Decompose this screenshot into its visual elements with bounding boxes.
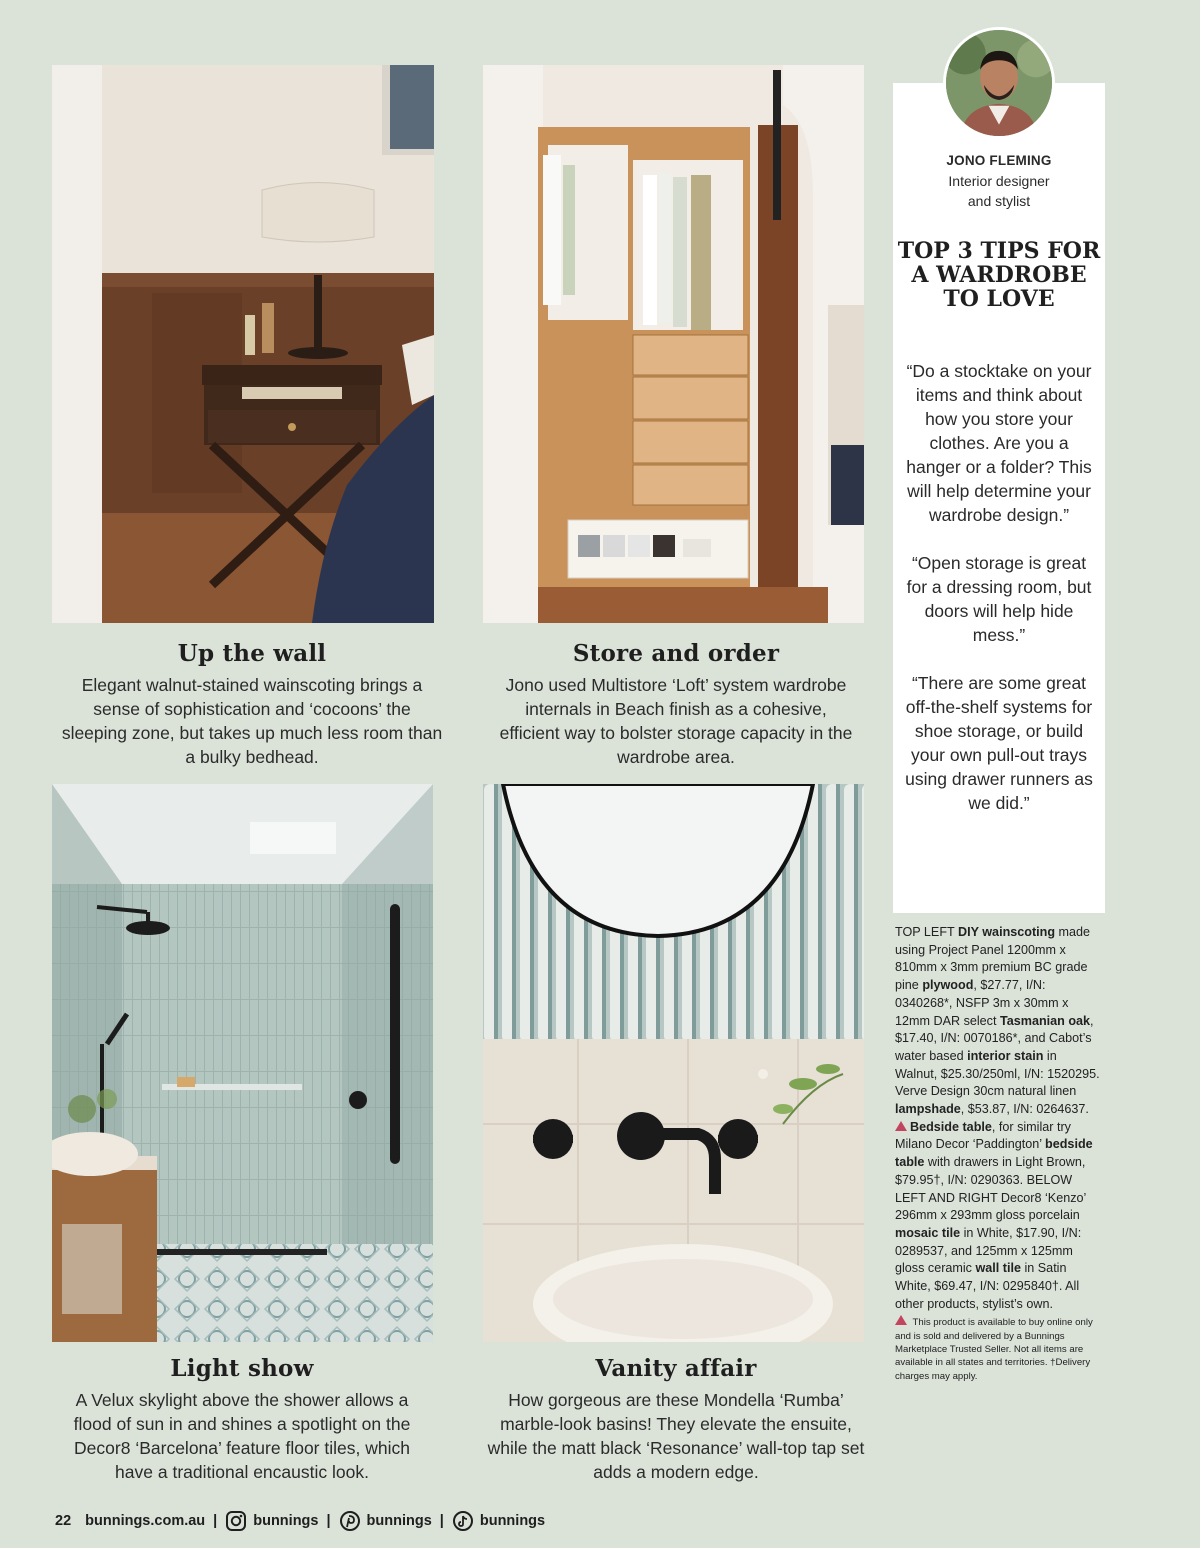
credit-text: in White, $17.90, I/N: 0289537, and 125mm x 125mm gloss ceramic xyxy=(895,1225,1082,1276)
caption-title: Vanity affair xyxy=(595,1355,757,1382)
credit-text: , $27.77, I/N: 0340268*, NSFP 3m x 30mm x 12mm DAR select xyxy=(895,978,1069,1028)
credit-text: , for similar try Milano Decor ‘Paddington’ xyxy=(895,1119,1071,1152)
footer-separator: | xyxy=(213,1513,218,1529)
designer-info xyxy=(893,151,1105,211)
caption-title: Store and order xyxy=(572,640,780,667)
photo-wardrobe-storage xyxy=(483,65,864,623)
marketplace-disclaimer xyxy=(895,1315,1100,1382)
caption-body: How gorgeous are these Mondella ‘Rumba’ marble-look basins! They elevate the ensuite, while the matt black ‘Resonance’ wall-top tap set adds a modern edge. xyxy=(487,1390,865,1482)
quote-2: “Open storage is great for a dressing room, but doors will help hide mess.” xyxy=(906,553,1092,645)
quote-3: “There are some great off-the-shelf systems for shoe storage, or build your own pull-out trays using drawer runners as we did.” xyxy=(905,673,1093,813)
designer-avatar xyxy=(943,27,1055,139)
quote-1: “Do a stocktake on your items and think about how you store your clothes. Are you a hanger or a folder? This will help determine your wardrobe design.” xyxy=(906,361,1092,525)
website-link[interactable]: bunnings.com.au xyxy=(85,1513,206,1529)
caption-body: Jono used Multistore ‘Loft’ system wardrobe internals in Beach finish as a cohesive, efficient way to bolster storage capacity in the wardrobe area. xyxy=(499,675,853,767)
caption-title: Up the wall xyxy=(177,640,327,667)
caption-up-the-wall xyxy=(60,640,444,769)
credit-text: , $17.40, I/N: 0070186*, and Cabot’s water based xyxy=(895,1013,1094,1063)
credit-text: with drawers in Light Brown, $79.95†, I/N: 0290363. BELOW LEFT AND RIGHT Decor8 ‘Kenzo’ 296mm x 293mm gloss porcelain xyxy=(895,1155,1086,1223)
caption-title: Light show xyxy=(170,1355,314,1382)
pinterest-handle[interactable]: bunnings xyxy=(366,1513,432,1529)
caption-light-show xyxy=(58,1355,426,1484)
product-credits xyxy=(895,924,1100,1383)
instagram-icon[interactable] xyxy=(225,1510,247,1532)
disclaimer-text: This product is available to buy online only and is sold and delivered by a Bunnings Marketplace Trusted Seller. Not all items are available in all states and territories. †Delivery charges may apply. xyxy=(895,1317,1093,1382)
tips-panel xyxy=(893,83,1105,913)
credit-text: , $53.87, I/N: 0264637. xyxy=(960,1102,1089,1117)
caption-store-and-order xyxy=(495,640,857,769)
caption-body: Elegant walnut-stained wainscoting brings a sense of sophistication and ‘cocoons’ the sleeping zone, but takes up much less room than a bulky bedhead. xyxy=(61,675,443,767)
photo-bedroom-wainscoting xyxy=(52,65,434,623)
credit-product: plywood xyxy=(922,978,974,993)
credit-product: lampshade xyxy=(895,1102,961,1117)
caption-body: A Velux skylight above the shower allows a flood of sun in and shines a spotlight on the Decor8 ‘Barcelona’ feature floor tiles, which have a traditional encaustic look. xyxy=(73,1390,411,1482)
tips-quotes xyxy=(903,359,1095,839)
credit-text: TOP LEFT xyxy=(895,925,958,939)
pinterest-icon[interactable] xyxy=(339,1510,361,1532)
credit-text: in Walnut, $25.30/250ml, I/N: 1520295. Verve Design 30cm natural linen xyxy=(895,1048,1100,1099)
credit-product: wall tile xyxy=(975,1261,1021,1276)
designer-role-line1: Interior designer xyxy=(948,173,1050,189)
page-footer xyxy=(55,1508,545,1534)
credit-product: interior stain xyxy=(967,1048,1044,1063)
tiktok-handle[interactable]: bunnings xyxy=(479,1513,546,1529)
caption-vanity-affair xyxy=(484,1355,868,1484)
tips-heading: TOP 3 TIPS FOR A WARDROBE TO LOVE xyxy=(897,238,1101,312)
credit-text: made using Project Panel 1200mm x 810mm x 3mm premium BC grade pine xyxy=(895,925,1091,993)
instagram-handle[interactable]: bunnings xyxy=(253,1513,319,1529)
footer-separator: | xyxy=(439,1513,444,1529)
credit-product: Bedside table xyxy=(910,1119,992,1134)
marketplace-triangle-icon xyxy=(895,1315,907,1325)
designer-name: JONO FLEMING xyxy=(946,153,1052,168)
tiktok-icon[interactable] xyxy=(452,1510,474,1532)
photo-vanity-basin xyxy=(483,784,864,1342)
page-number: 22 xyxy=(55,1513,72,1529)
designer-role-line2: and stylist xyxy=(967,193,1031,209)
credit-product: DIY wainscoting xyxy=(958,925,1056,939)
credit-product: bedside table xyxy=(895,1137,1093,1170)
credit-product: Tasmanian oak xyxy=(999,1013,1091,1028)
credit-product: mosaic tile xyxy=(895,1225,961,1240)
credit-text: in Satin White, $69.47, I/N: 0295840†. All other products, stylist’s own. xyxy=(895,1261,1080,1311)
footer-separator: | xyxy=(326,1513,331,1529)
marketplace-triangle-icon xyxy=(895,1121,907,1131)
photo-shower-skylight xyxy=(52,784,433,1342)
